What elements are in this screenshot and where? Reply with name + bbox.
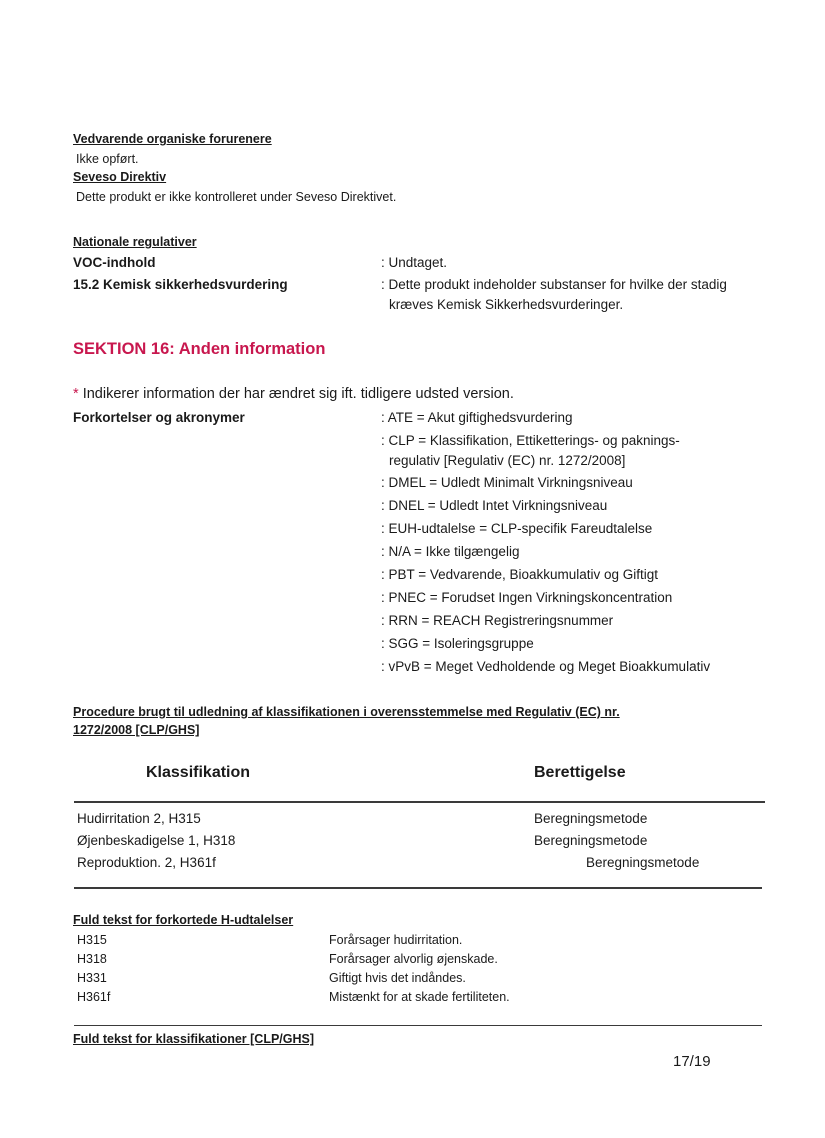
h-statements-heading: Fuld tekst for forkortede H-udtalelser <box>73 913 294 927</box>
h-text: Mistænkt for at skade fertiliteten. <box>329 990 510 1004</box>
change-note-text: Indikerer information der har ændret sig ift. tidligere udsted version. <box>82 386 514 402</box>
procedure-heading: Procedure brugt til udledning af klassifikationen i overensstemmelse med Regulativ (EC) nr. <box>73 705 620 719</box>
section-divider <box>74 1025 762 1026</box>
pollutants-heading: Vedvarende organiske forurenere <box>73 132 272 146</box>
abbrev-item: : EUH-udtalelse = CLP-specifik Fareudtalelse <box>381 521 653 536</box>
chemical-safety-label: 15.2 Kemisk sikkerhedsvurdering <box>73 277 288 292</box>
abbrev-item: : PNEC = Forudset Ingen Virkningskoncentration <box>381 590 673 605</box>
asterisk-icon: * <box>73 386 79 402</box>
justification-cell: Beregningsmetode <box>534 833 648 848</box>
section-16-title: SEKTION 16: Anden information <box>73 340 326 358</box>
table-top-divider <box>74 801 765 803</box>
classification-cell: Øjenbeskadigelse 1, H318 <box>77 833 236 848</box>
abbrev-item: : RRN = REACH Registreringsnummer <box>381 613 614 628</box>
abbrev-item: : SGG = Isoleringsgruppe <box>381 636 534 651</box>
classification-cell: Hudirritation 2, H315 <box>77 811 201 826</box>
table-bottom-divider <box>74 887 762 889</box>
abbrev-item: : vPvB = Meget Vedholdende og Meget Bioakkumulativ <box>381 659 711 674</box>
abbrev-item: : ATE = Akut giftighedsvurdering <box>381 410 573 425</box>
change-note <box>73 386 514 402</box>
classifications-full-heading: Fuld tekst for klassifikationer [CLP/GHS] <box>73 1032 315 1046</box>
classification-cell: Reproduktion. 2, H361f <box>77 855 216 870</box>
justification-cell: Beregningsmetode <box>534 811 648 826</box>
h-code: H318 <box>77 952 107 966</box>
h-text: Forårsager alvorlig øjenskade. <box>329 952 498 966</box>
h-code: H315 <box>77 933 107 947</box>
column-header-classification: Klassifikation <box>146 764 251 781</box>
chemical-safety-value-cont: kræves Kemisk Sikkerhedsvurderinger. <box>389 297 624 312</box>
abbrev-label: Forkortelser og akronymer <box>73 410 245 425</box>
chemical-safety-value: : Dette produkt indeholder substanser for hvilke der stadig <box>381 277 727 292</box>
abbrev-item: : PBT = Vedvarende, Bioakkumulativ og Giftigt <box>381 567 659 582</box>
national-heading: Nationale regulativer <box>73 235 197 249</box>
seveso-text: Dette produkt er ikke kontrolleret under Seveso Direktivet. <box>76 190 397 204</box>
voc-label: VOC-indhold <box>73 255 156 270</box>
abbrev-item: : DMEL = Udledt Minimalt Virkningsniveau <box>381 475 633 490</box>
abbrev-item: : CLP = Klassifikation, Ettiketterings- og paknings- <box>381 433 680 448</box>
h-text: Giftigt hvis det indåndes. <box>329 971 466 985</box>
justification-cell: Beregningsmetode <box>586 855 700 870</box>
abbrev-item: regulativ [Regulativ (EC) nr. 1272/2008] <box>389 453 626 468</box>
h-code: H331 <box>77 971 107 985</box>
page-number: 17/19 <box>673 1053 711 1070</box>
procedure-heading-cont: 1272/2008 [CLP/GHS] <box>73 723 200 737</box>
h-text: Forårsager hudirritation. <box>329 933 463 947</box>
column-header-justification: Berettigelse <box>534 764 626 781</box>
seveso-heading: Seveso Direktiv <box>73 170 167 184</box>
abbrev-item: : N/A = Ikke tilgængelig <box>381 544 520 559</box>
abbrev-item: : DNEL = Udledt Intet Virkningsniveau <box>381 498 608 513</box>
h-code: H361f <box>77 990 111 1004</box>
voc-value: : Undtaget. <box>381 255 448 270</box>
pollutants-text: Ikke opført. <box>76 152 139 166</box>
